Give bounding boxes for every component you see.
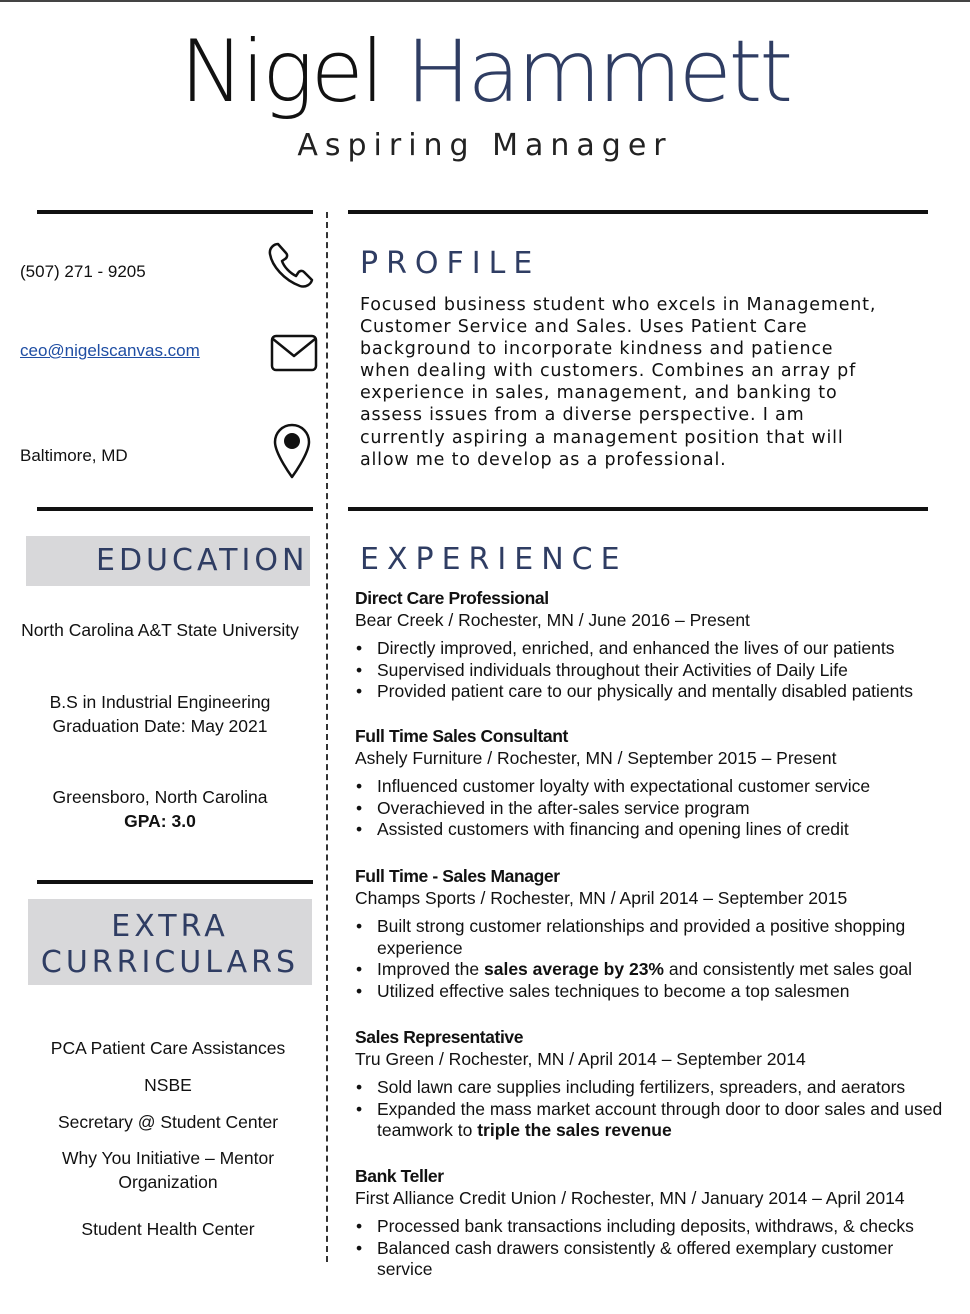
location-pin-icon [272,422,312,480]
profile-line: experience in sales, management, and banking to [360,383,838,404]
job-entry [355,587,945,703]
job-company: First Alliance Credit Union / Rochester, MN / January 2014 – April 2014 [355,1188,905,1208]
applicant-name [0,22,970,122]
experience-heading: EXPERIENCE [360,542,628,577]
job-bullet: • Built strong customer relationships and provided a positive shopping experience [355,916,945,959]
profile-line: allow me to develop as a professional. [360,449,727,470]
left-rule-middle [37,507,313,511]
profile-line: assess issues from a diverse perspective. I am [360,405,805,426]
job-bullet: • Supervised individuals throughout their Activities of Daily Life [355,660,945,682]
top-border [0,0,970,2]
education-degree: B.S in Industrial Engineering [49,692,271,712]
job-subtitle: Aspiring Manager [297,128,673,163]
job-bullet: • Assisted customers with financing and opening lines of credit [355,819,945,841]
profile-line: when dealing with customers. Combines an array pf [360,361,857,382]
email-link[interactable]: ceo@nigelscanvas.com [20,341,200,360]
last-name: Hammett [405,22,791,122]
extra-heading-line2: CURRICULARS [40,945,300,980]
profile-heading: PROFILE [360,246,541,281]
profile-line: currently aspiring a management position that will [360,427,844,448]
job-bullet: • Processed bank transactions including deposits, withdraws, & checks [355,1216,945,1238]
job-bullet: • Overachieved in the after-sales service program [355,798,945,820]
education-gpa: GPA: 3.0 [124,811,196,831]
extra-item: Why You Initiative – Mentor [61,1148,275,1168]
profile-line: Focused business student who excels in Management, [360,295,877,315]
job-title: Full Time Sales Consultant [355,726,568,746]
profile-line: background to incorporate kindness and patience [360,339,834,360]
extra-heading-line1: EXTRA [111,909,229,944]
location-text: Baltimore, MD [20,446,128,465]
profile-line: Customer Service and Sales. Uses Patient Care [360,317,808,338]
job-entry [355,865,945,1002]
job-company: Bear Creek / Rochester, MN / June 2016 – Present [355,610,750,630]
phone-icon [266,240,318,292]
profile-text [360,294,920,471]
job-title: Full Time - Sales Manager [355,866,560,886]
mail-icon [270,334,318,372]
job-bullet: • Provided patient care to our physically and mentally disabled patients [355,681,945,703]
education-heading: EDUCATION [96,543,309,578]
column-divider [326,212,328,1262]
extra-item: NSBE [144,1075,192,1095]
education-graduation: Graduation Date: May 2021 [52,716,268,736]
right-rule-top [348,210,928,214]
education-school: North Carolina A&T State University [21,620,299,640]
job-entry [355,1165,945,1281]
first-name: Nigel [179,22,382,122]
job-title: Sales Representative [355,1027,524,1047]
job-company: Ashely Furniture / Rochester, MN / September 2015 – Present [355,748,837,768]
job-company: Tru Green / Rochester, MN / April 2014 – September 2014 [355,1049,806,1069]
left-rule-top [37,210,313,214]
job-bullet: • Balanced cash drawers consistently & offered exemplary customer service [355,1238,945,1281]
job-bullet: • Sold lawn care supplies including fertilizers, spreaders, and aerators [355,1077,945,1099]
job-bullet: • Directly improved, enriched, and enhanced the lives of our patients [355,638,945,660]
right-rule-middle [348,507,928,511]
job-title: Bank Teller [355,1166,444,1186]
education-location: Greensboro, North Carolina [52,787,268,807]
job-company: Champs Sports / Rochester, MN / April 2014 – September 2015 [355,888,848,908]
extra-item: PCA Patient Care Assistances [50,1038,286,1058]
job-title: Direct Care Professional [355,588,549,608]
left-rule-lower [37,880,313,884]
phone-number: (507) 271 - 9205 [20,262,146,281]
job-entry [355,725,945,841]
job-bullet: • Utilized effective sales techniques to become a top salesmen [355,981,945,1003]
emphasis-text: triple the sales revenue [477,1120,672,1140]
extra-item: Secretary @ Student Center [57,1112,279,1132]
job-entry [355,1026,945,1142]
emphasis-text: sales average by 23% [484,959,664,979]
extra-item: Student Health Center [81,1219,255,1239]
job-bullet: • Improved the sales average by 23% and consistently met sales goal [355,959,945,981]
extra-item: Organization [118,1172,218,1192]
job-bullet: • Expanded the mass market account through door to door sales and used teamwork to triple the sales revenue [355,1099,945,1142]
job-bullet: • Influenced customer loyalty with expectational customer service [355,776,945,798]
